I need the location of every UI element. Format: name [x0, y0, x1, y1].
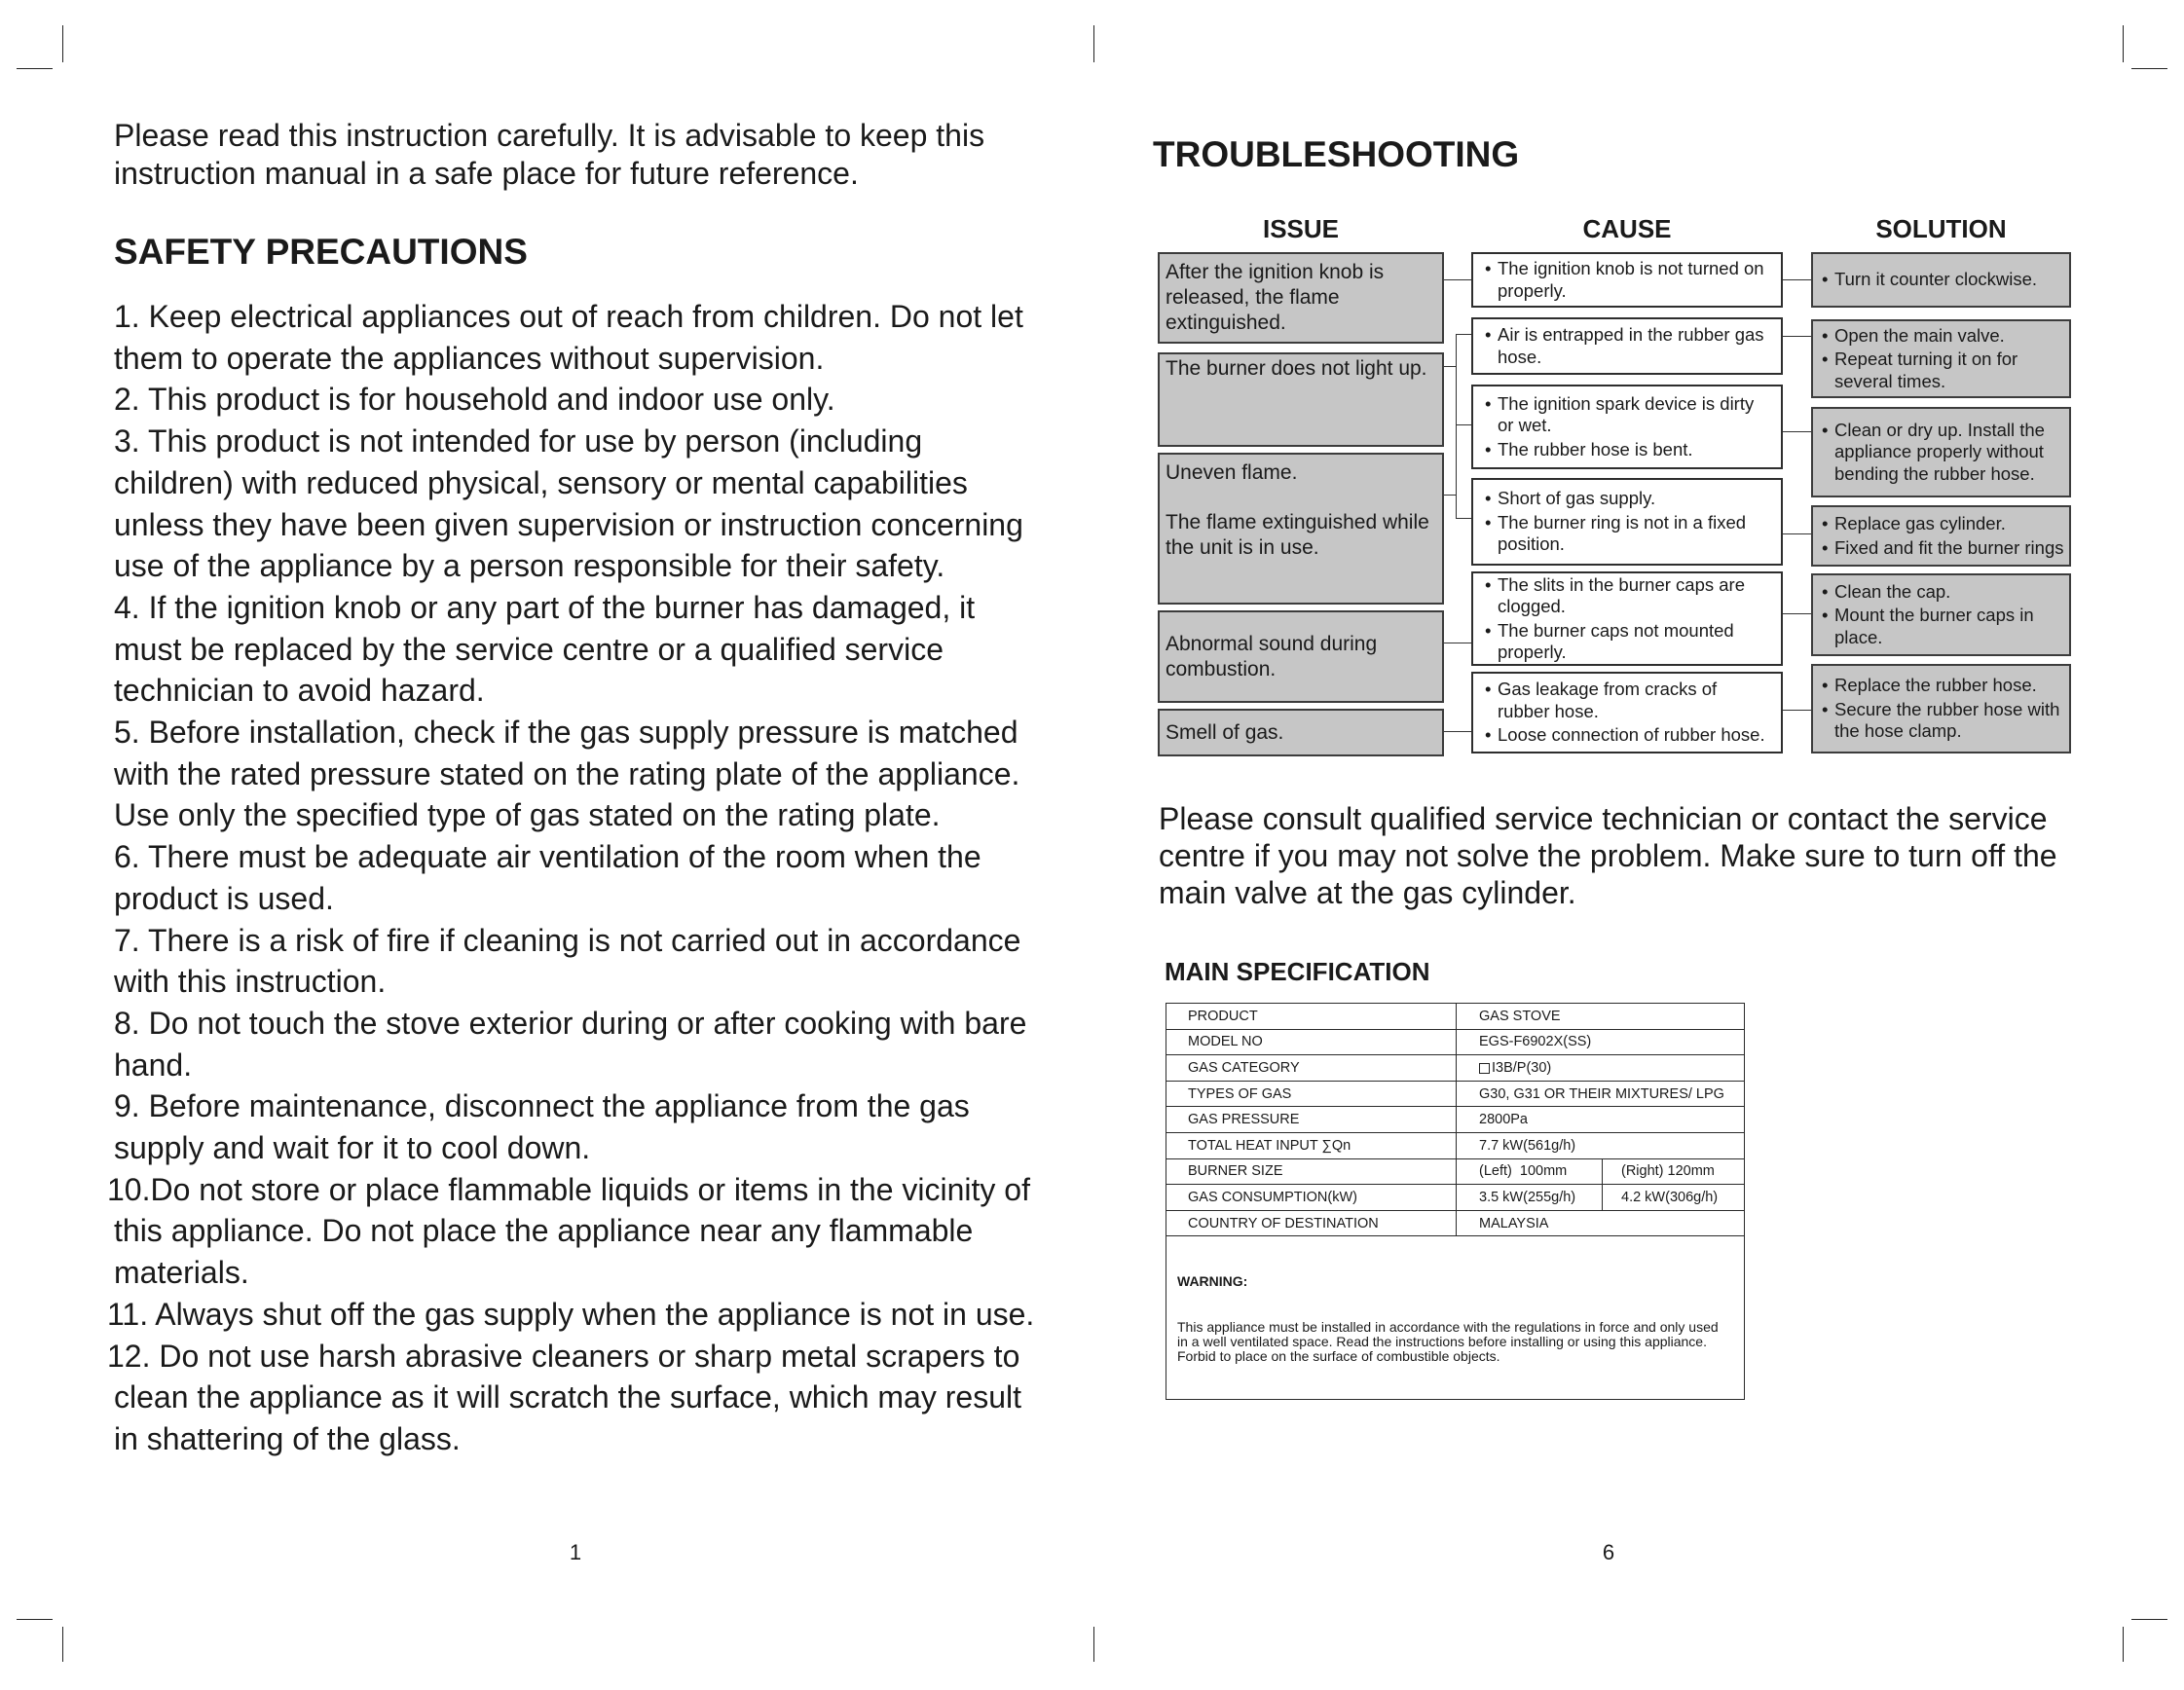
solution-box — [1811, 407, 2071, 497]
solution-item: • Repeat turning it on for several times. — [1834, 349, 2067, 392]
cause-box — [1471, 571, 1783, 666]
spec-row — [1166, 1185, 1745, 1211]
cause-box — [1471, 385, 1783, 469]
connector-line — [1456, 518, 1471, 519]
solution-column-header: SOLUTION — [1875, 214, 2007, 243]
connector-line — [1783, 336, 1811, 337]
crop-mark — [2131, 68, 2167, 69]
safety-item: 8. Do not touch the stove exterior during or after cooking with bare hand. — [114, 1005, 1027, 1083]
cause-box — [1471, 672, 1783, 753]
spec-value-right: 4.2 kW(306g/h) — [1603, 1185, 1745, 1211]
solution-box — [1811, 573, 2071, 656]
crop-mark — [62, 1627, 63, 1662]
spec-label: GAS CONSUMPTION(kW) — [1166, 1185, 1457, 1211]
issue-box: Smell of gas. — [1158, 709, 1444, 756]
warning-label: WARNING: — [1177, 1273, 1248, 1290]
connector-line — [1456, 334, 1471, 335]
spec-value: 7.7 kW(561g/h) — [1457, 1132, 1745, 1158]
crop-mark — [17, 1619, 53, 1620]
issue-box: Abnormal sound during combustion. — [1158, 610, 1444, 703]
cause-item: • The burner caps not mounted properly. — [1498, 620, 1777, 664]
cause-item: • Loose connection of rubber hose. — [1498, 724, 1777, 747]
spec-label: TOTAL HEAT INPUT ∑Qn — [1166, 1132, 1457, 1158]
crop-mark — [1093, 25, 1094, 62]
issue-box: The burner does not light up. — [1158, 352, 1444, 447]
cause-item: • The slits in the burner caps are clogged. — [1498, 574, 1777, 618]
safety-item: 2. This product is for household and indoor use only. — [114, 382, 835, 418]
safety-list — [107, 296, 1035, 1460]
connector-line — [1783, 613, 1811, 614]
spec-label: BURNER SIZE — [1166, 1158, 1457, 1185]
solution-item: • Mount the burner caps in place. — [1834, 605, 2067, 648]
warning-text: This appliance must be installed in accordance with the regulations in force and only used in a well ventilated space. Read the instructions before installing or using this appliance. Forbid to place on the surface of combustible objects. — [1177, 1319, 1719, 1365]
crop-mark — [17, 68, 53, 69]
spec-value-cell — [1457, 1055, 1745, 1082]
spec-row — [1166, 1004, 1745, 1030]
spec-row — [1166, 1210, 1745, 1236]
spec-label: MODEL NO — [1166, 1029, 1457, 1055]
solution-item: • Open the main valve. — [1834, 325, 2067, 348]
cause-item: • Gas leakage from cracks of rubber hose. — [1498, 679, 1777, 722]
spec-label: COUNTRY OF DESTINATION — [1166, 1210, 1457, 1236]
issue-box: After the ignition knob is released, the flame extinguished. — [1158, 252, 1444, 344]
solution-box — [1811, 252, 2071, 308]
cause-item: • Short of gas supply. — [1498, 488, 1777, 510]
solution-item: • Replace the rubber hose. — [1834, 675, 2067, 697]
spec-value: MALAYSIA — [1457, 1210, 1745, 1236]
crop-mark — [62, 25, 63, 62]
spec-table — [1166, 1003, 1745, 1400]
safety-item: 11. Always shut off the gas supply when the appliance is not in use. — [107, 1296, 1035, 1332]
troubleshooting-heading: TROUBLESHOOTING — [1153, 134, 1520, 174]
cause-item: • The rubber hose is bent. — [1498, 439, 1777, 461]
safety-heading: SAFETY PRECAUTIONS — [114, 232, 528, 272]
connector-line — [1783, 279, 1811, 280]
connector-line — [1444, 366, 1456, 367]
page-number: 6 — [1602, 1540, 1615, 1564]
spec-label: PRODUCT — [1166, 1004, 1457, 1030]
safety-item: 5. Before installation, check if the gas supply pressure is matched with the rated pressure stated on the rating plate of the appliance. Use only the specified type of gas stated on the rating plate. — [114, 715, 1020, 833]
issue-box: Uneven flame. The flame extinguished while the unit is in use. — [1158, 453, 1444, 605]
solution-item: • Turn it counter clockwise. — [1834, 269, 2067, 291]
warning-row — [1166, 1236, 1745, 1400]
spec-value-left: 3.5 kW(255g/h) — [1457, 1185, 1603, 1211]
spec-value: GAS STOVE — [1457, 1004, 1745, 1030]
spec-row — [1166, 1132, 1745, 1158]
cause-box — [1471, 317, 1783, 375]
safety-item: 9. Before maintenance, disconnect the appliance from the gas supply and wait for it to cool down. — [114, 1088, 970, 1166]
safety-item: 3. This product is not intended for use by person (including children) with reduced physical, sensory or mental capabilities unless they have been given supervision or instruction concerning use of the appliance by a person responsible for their safety. — [114, 423, 1023, 584]
safety-item: 7. There is a risk of fire if cleaning is not carried out in accordance with this instruction. — [114, 922, 1021, 1000]
crop-mark — [2123, 25, 2124, 62]
intro-paragraph: Please read this instruction carefully. It is advisable to keep this instruction manual in a safe place for future reference. — [114, 118, 985, 191]
spec-value: G30, G31 OR THEIR MIXTURES/ LPG — [1457, 1081, 1745, 1107]
safety-item: 6. There must be adequate air ventilation of the room when the product is used. — [114, 839, 981, 916]
solution-item: • Clean or dry up. Install the appliance properly without bending the rubber hose. — [1834, 420, 2067, 486]
cause-column-header: CAUSE — [1582, 214, 1672, 243]
issue-column-header: ISSUE — [1262, 214, 1340, 243]
spec-value-left: (Left) 100mm — [1457, 1158, 1603, 1185]
spec-heading: MAIN SPECIFICATION — [1165, 957, 1430, 986]
solution-box — [1811, 319, 2071, 398]
safety-item: 12. Do not use harsh abrasive cleaners or sharp metal scrapers to clean the appliance as it will scratch the surface, which may result in shattering of the glass. — [107, 1338, 1021, 1456]
spec-row — [1166, 1029, 1745, 1055]
spec-value: I3B/P(30) — [1492, 1059, 1552, 1076]
spec-value: EGS-F6902X(SS) — [1457, 1029, 1745, 1055]
connector-line — [1456, 424, 1471, 425]
solution-item: • Clean the cap. — [1834, 581, 2067, 604]
safety-item: 1. Keep electrical appliances out of reach from children. Do not let them to operate the appliances without supervision. — [114, 299, 1023, 376]
spec-row — [1166, 1055, 1745, 1082]
service-note: Please consult qualified service technician or contact the service centre if you may not solve the problem. Make sure to turn off the main valve at the gas cylinder. — [1159, 801, 2057, 910]
page-number: 1 — [569, 1540, 582, 1564]
cause-box — [1471, 478, 1783, 566]
checkbox-icon — [1479, 1063, 1490, 1074]
safety-item: 10.Do not store or place flammable liquids or items in the vicinity of this appliance. Do not place the appliance near any flammable materials. — [107, 1171, 1030, 1291]
cause-item: • The ignition spark device is dirty or wet. — [1498, 393, 1777, 437]
solution-item: • Replace gas cylinder. — [1834, 513, 2067, 535]
solution-item: • Fixed and fit the burner rings — [1834, 537, 2067, 560]
connector-line — [1456, 334, 1457, 518]
spec-label: TYPES OF GAS — [1166, 1081, 1457, 1107]
crop-mark — [2123, 1627, 2124, 1662]
spec-row — [1166, 1158, 1745, 1185]
cause-item: • The ignition knob is not turned on properly. — [1498, 258, 1777, 302]
connector-line — [1783, 431, 1811, 432]
spec-row — [1166, 1081, 1745, 1107]
connector-line — [1783, 710, 1811, 711]
solution-item: • Secure the rubber hose with the hose clamp. — [1834, 699, 2067, 743]
cause-item: • The burner ring is not in a fixed position. — [1498, 512, 1777, 556]
solution-box — [1811, 664, 2071, 753]
connector-line — [1783, 533, 1811, 534]
cause-item: • Air is entrapped in the rubber gas hose. — [1498, 324, 1777, 368]
spec-value-right: (Right) 120mm — [1603, 1158, 1745, 1185]
spec-label: GAS CATEGORY — [1166, 1055, 1457, 1082]
connector-line — [1444, 495, 1456, 496]
solution-box — [1811, 505, 2071, 567]
cause-box — [1471, 252, 1783, 308]
spec-value: 2800Pa — [1457, 1107, 1745, 1133]
crop-mark — [2131, 1619, 2167, 1620]
crop-mark — [1093, 1627, 1094, 1662]
connector-line — [1444, 279, 1471, 280]
connector-line — [1444, 731, 1471, 732]
spec-row — [1166, 1107, 1745, 1133]
warning-cell — [1166, 1236, 1745, 1400]
safety-item: 4. If the ignition knob or any part of the burner has damaged, it must be replaced by the service centre or a qualified service technician to avoid hazard. — [114, 589, 976, 709]
spec-label: GAS PRESSURE — [1166, 1107, 1457, 1133]
